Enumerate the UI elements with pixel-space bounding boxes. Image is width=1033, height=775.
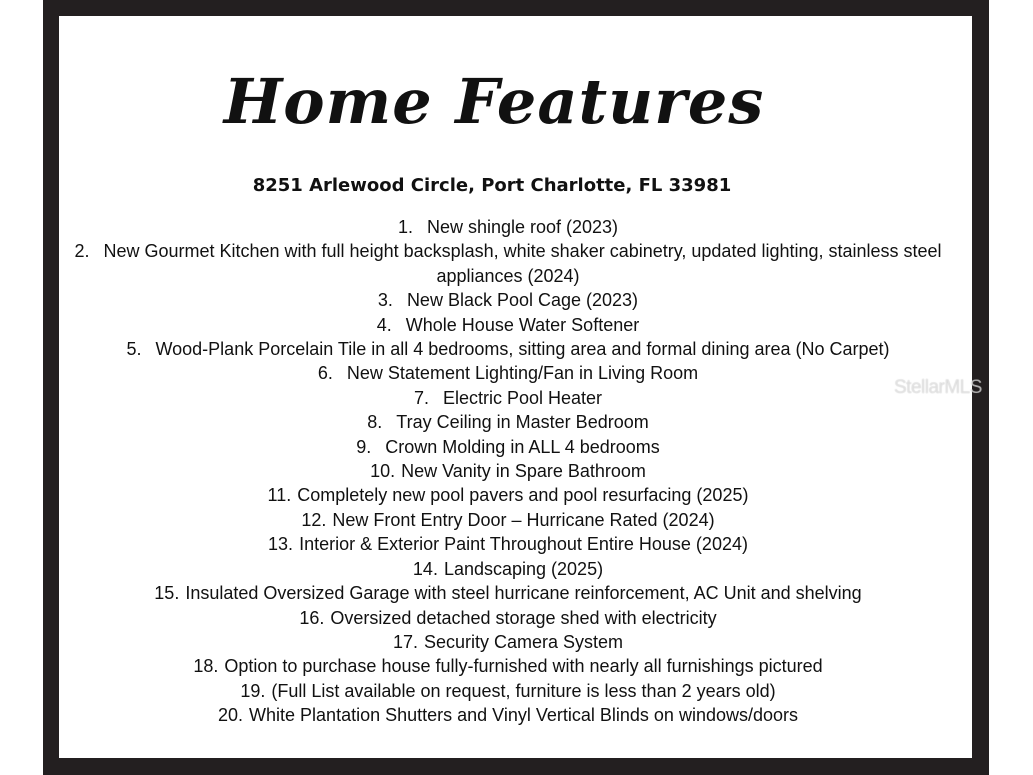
feature-item: 5. Wood-Plank Porcelain Tile in all 4 bedrooms, sitting area and formal dining area (No Carpet) (126, 339, 890, 360)
feature-item: 12. New Front Entry Door – Hurricane Rated (2024) (301, 509, 715, 530)
feature-item: 1. New shingle roof (2023) (397, 217, 619, 237)
feature-item: 8. Tray Ceiling in Master Bedroom (367, 412, 649, 433)
feature-item: 18. Option to purchase house fully-furnished with nearly all furnishings pictured (193, 656, 823, 677)
document-frame (43, 0, 989, 775)
document-sheet (59, 16, 972, 758)
feature-item: 2. New Gourmet Kitchen with full height backsplash, white shaker cabinetry, updated lighting, stainless steel appliances (2024) (74, 241, 942, 286)
feature-item: 10. New Vanity in Spare Bathroom (370, 461, 646, 482)
feature-item: 17. Security Camera System (392, 631, 624, 652)
feature-item: 16. Oversized detached storage shed with electricity (299, 607, 717, 628)
property-address: 8251 Arlewood Circle, Port Charlotte, FL 33981 (252, 175, 732, 196)
feature-item: 19. (Full List available on request, furniture is less than 2 years old) (240, 680, 776, 701)
mls-watermark: StellarMLS (894, 377, 982, 398)
feature-item: 14. Landscaping (2025) (412, 558, 604, 579)
feature-item: 20. White Plantation Shutters and Vinyl Vertical Blinds on windows/doors (218, 705, 798, 726)
feature-item: 13. Interior & Exterior Paint Throughout Entire House (2024) (268, 534, 748, 555)
feature-item: 7. Electric Pool Heater (413, 387, 603, 408)
feature-item: 9. Crown Molding in ALL 4 bedrooms (356, 436, 660, 457)
feature-item: 3. New Black Pool Cage (2023) (377, 290, 639, 311)
feature-item: 15. Insulated Oversized Garage with steel hurricane reinforcement, AC Unit and shelving (154, 583, 862, 604)
page-title: Home Features (223, 65, 765, 138)
feature-item: 4. Whole House Water Softener (376, 314, 640, 335)
feature-item: 6. New Statement Lighting/Fan in Living Room (317, 363, 699, 384)
feature-item: 11. Completely new pool pavers and pool resurfacing (2025) (267, 485, 749, 506)
features-list (59, 215, 957, 728)
